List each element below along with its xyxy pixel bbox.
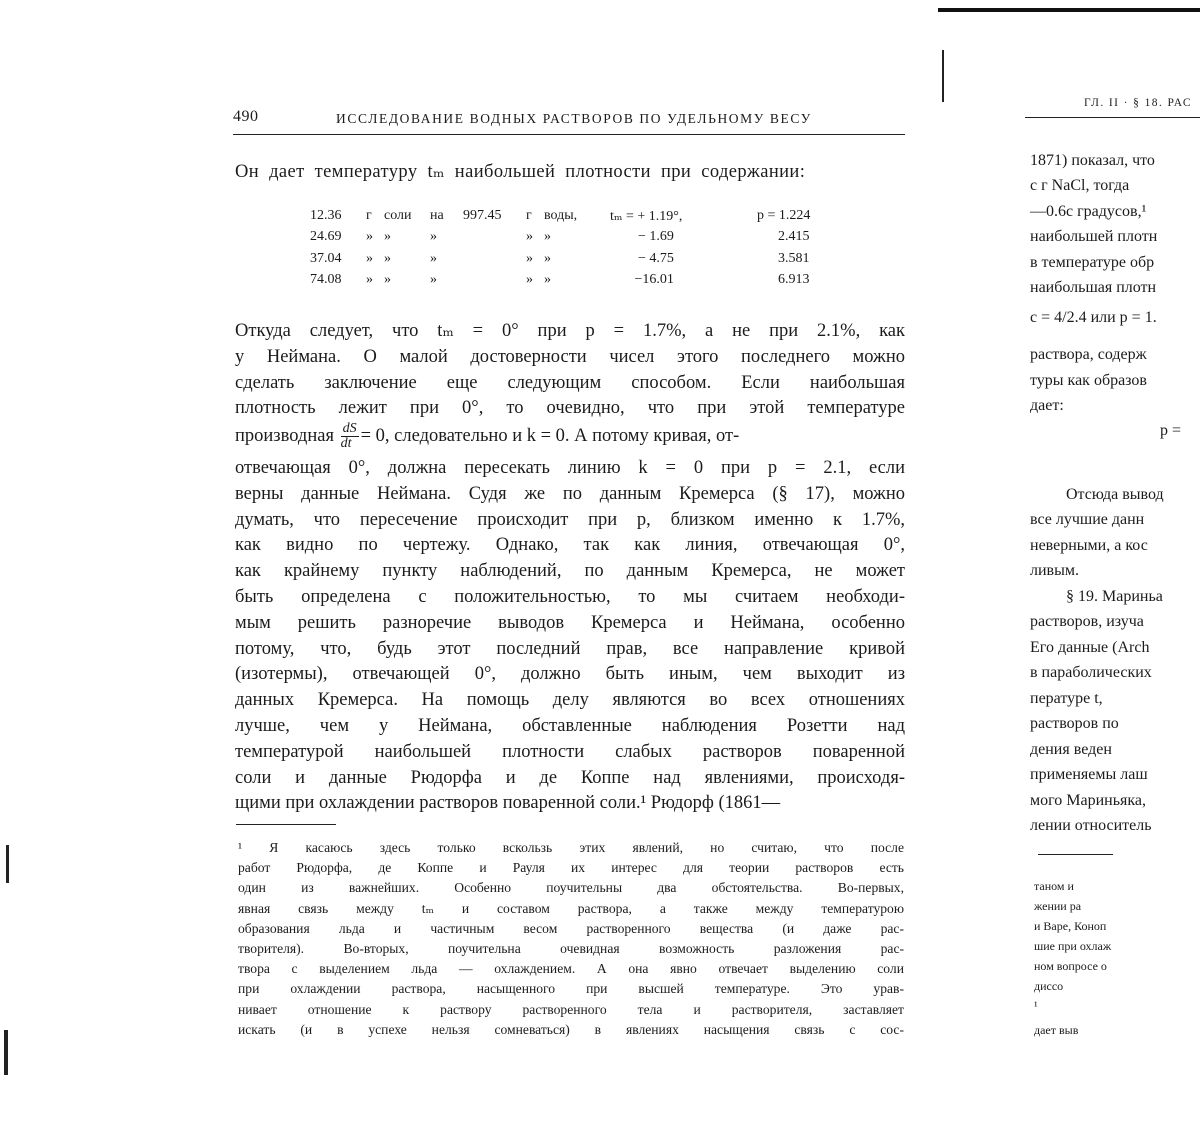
footnote-line: ¹ Я касаюсь здесь только вскользь этих явлений, но считаю, что после xyxy=(238,840,904,855)
table-row xyxy=(310,272,870,293)
gutter-line xyxy=(942,50,944,102)
right-text-line: мого Мариньяка, xyxy=(1030,792,1147,809)
lead-sentence: Он дает температуру tₘ наибольшей плотности при содержании: xyxy=(235,162,806,182)
footnote-line: твора с выделением льда — охлаждением. А она явно отвечает выделению соли xyxy=(238,961,904,977)
right-text-line: с г NaCl, тогда xyxy=(1030,177,1130,194)
table-cell: 12.36 xyxy=(310,208,342,223)
text-line: лучше, чем у Неймана, обставленные наблюдения Розетти над xyxy=(235,716,905,736)
right-footnote-rule xyxy=(1038,854,1113,855)
right-footnote-line: ном вопросе о xyxy=(1034,959,1107,973)
fraction-denominator: dt xyxy=(340,436,352,452)
page-number: 490 xyxy=(233,108,259,125)
table-row xyxy=(310,208,870,229)
table-cell: − 4.75 xyxy=(610,251,674,266)
right-text-line: p = xyxy=(1160,422,1182,439)
table-cell: p = 1.224 xyxy=(757,208,811,223)
text-line: сделать заключение еще следующим способом. Если наибольшая xyxy=(235,372,905,393)
right-header-rule xyxy=(1025,117,1200,118)
text-line: как видно по чертежу. Однако, так как линия, отвечающая 0°, xyxy=(235,535,905,556)
text-line: верны данные Неймана. Судя же по данным Кремерса (§ 17), можно xyxy=(235,483,905,504)
text-line: (изотермы), отвечающей 0°, должно быть иным, чем выходит из xyxy=(235,664,905,685)
right-text-line: неверными, а кос xyxy=(1030,537,1148,554)
page-edge-bar xyxy=(938,8,1200,12)
footnote-line: творителя). Во-вторых, поучительна очевидная возможность разложения рас- xyxy=(238,941,904,956)
right-text-line: § 19. Мариньа xyxy=(1066,588,1163,605)
table-cell: » xyxy=(430,272,437,287)
text-fragment: производная xyxy=(235,426,334,447)
right-text-line: в параболических xyxy=(1030,664,1152,681)
table-cell: » xyxy=(384,272,391,287)
right-text-line: c = 4/2.4 или p = 1. xyxy=(1030,309,1157,326)
footnote-line: явная связь между tₘ и составом раствора, а также между температурою xyxy=(238,900,904,916)
table-cell: воды, xyxy=(544,208,578,223)
right-footnote-line: дает выв xyxy=(1034,1023,1079,1037)
table-cell: 2.415 xyxy=(757,229,810,244)
right-text-line: ливым. xyxy=(1030,562,1079,579)
table-cell: » xyxy=(526,229,533,244)
footnote-line: работ Рюдорфа, де Коппе и Рауля их интерес для теории растворов есть xyxy=(238,860,904,876)
running-head: ИССЛЕДОВАНИЕ ВОДНЫХ РАСТВОРОВ ПО УДЕЛЬНОМУ ВЕСУ xyxy=(336,111,812,126)
table-cell: 74.08 xyxy=(310,272,342,287)
table-cell: 997.45 xyxy=(463,208,502,223)
text-line: соли и данные Рюдорфа и де Коппе над явлениями, происходя- xyxy=(235,767,905,788)
text-line: потому, что, будь этот последний прав, все направление кривой xyxy=(235,638,905,659)
right-text-line: растворов, изуча xyxy=(1030,613,1144,630)
right-running-head: ГЛ. II · § 18. РАС xyxy=(1084,97,1192,109)
footnote-line: образования льда и частичным весом растворенного вещества (и даже рас- xyxy=(238,920,904,936)
table-cell: » xyxy=(544,251,551,266)
right-text-line: все лучшие данн xyxy=(1030,511,1145,528)
table-cell: » xyxy=(366,272,373,287)
text-line: данных Кремерса. На помощь делу являются во всех отношениях xyxy=(235,690,905,711)
table-cell: 37.04 xyxy=(310,251,342,266)
derivative-fraction xyxy=(341,422,359,451)
text-line: отвечающая 0°, должна пересекать линию k = 0 при p = 2.1, если xyxy=(235,458,905,478)
text-line xyxy=(235,419,905,453)
right-text-line: наибольшей плотн xyxy=(1030,228,1158,245)
table-cell: » xyxy=(544,229,551,244)
footnote-line: при охлаждении раствора, насыщенного при высшей температуре. Это урав- xyxy=(238,981,904,997)
right-footnote-line: диссо xyxy=(1034,979,1064,993)
table-cell: −16.01 xyxy=(610,272,674,287)
right-page xyxy=(930,0,1200,1143)
table-row xyxy=(310,251,870,272)
right-text-line: раствора, содерж xyxy=(1030,346,1147,363)
right-text-line: растворов по xyxy=(1030,715,1119,732)
table-cell: − 1.69 xyxy=(610,229,674,244)
footnote-line: нивает отношение к раствору растворенного тела и растворителя, заставляет xyxy=(238,1001,904,1017)
text-fragment: = 0, следовательно и k = 0. А потому кривая, от- xyxy=(360,426,740,447)
text-line: как крайнему пункту наблюдений, по данным Кремерса, не может xyxy=(235,561,905,582)
scan-edge-mark xyxy=(4,1030,8,1075)
footnote-line: один из важнейших. Особенно поучительны два обстоятельства. Во-первых, xyxy=(238,880,904,896)
footnote-rule xyxy=(236,824,336,825)
table-cell: » xyxy=(366,229,373,244)
text-line: щими при охлаждении растворов поваренной соли.¹ Рюдорф (1861— xyxy=(235,793,781,814)
footnote-line: искать (и в успехе нельзя сомневаться) в явлениях насыщения связь с сос- xyxy=(238,1021,904,1037)
table-cell: г xyxy=(366,208,372,223)
table-cell: » xyxy=(430,229,437,244)
table-cell: tₘ = + 1.19°, xyxy=(610,209,683,224)
table-cell: » xyxy=(526,251,533,266)
table-cell: соли xyxy=(384,208,412,223)
table-cell: » xyxy=(526,272,533,287)
text-line: плотность лежит при 0°, то очевидно, что при этой температуре xyxy=(235,398,905,419)
right-text-line: применяемы лаш xyxy=(1030,766,1148,783)
table-cell: » xyxy=(544,272,551,287)
right-text-line: дает: xyxy=(1030,397,1064,414)
table-cell: » xyxy=(384,229,391,244)
right-text-line: —0.6c градусов,¹ xyxy=(1030,203,1147,220)
right-text-line: туры как образов xyxy=(1030,372,1147,389)
right-footnote-line: таном и xyxy=(1034,879,1074,893)
right-footnote-line: жении ра xyxy=(1034,899,1082,913)
text-line: быть определена с положительностью, то мы считаем необходи- xyxy=(235,587,905,607)
table-cell: » xyxy=(430,251,437,266)
right-text-line: наибольшая плотн xyxy=(1030,279,1157,296)
table-cell: на xyxy=(430,208,444,223)
text-line: думать, что пересечение происходит при p, близком именно к 1.7%, xyxy=(235,509,905,530)
text-line: мым решить разноречие выводов Кремерса и Неймана, особенно xyxy=(235,612,905,633)
text-line: у Неймана. О малой достоверности чисел этого последнего можно xyxy=(235,346,905,367)
right-text-line: в температуре обр xyxy=(1030,254,1155,271)
table-cell: » xyxy=(366,251,373,266)
text-line: Откуда следует, что tₘ = 0° при p = 1.7%, а не при 2.1%, как xyxy=(235,321,905,341)
right-text-line: 1871) показал, что xyxy=(1030,152,1155,169)
text-line: температурой наибольшей плотности слабых растворов поваренной xyxy=(235,741,905,762)
table-cell: » xyxy=(384,251,391,266)
right-footnote-line: шие при охлаж xyxy=(1034,939,1112,953)
right-text-line: Отсюда вывод xyxy=(1066,486,1164,503)
table-cell: г xyxy=(526,208,532,223)
table-cell: 6.913 xyxy=(757,272,810,287)
table-cell: 3.581 xyxy=(757,251,810,266)
right-text-line: пературе t, xyxy=(1030,690,1103,707)
right-text-line: дения веден xyxy=(1030,741,1112,758)
table-row xyxy=(310,229,870,250)
header-rule xyxy=(233,134,905,135)
scan-edge-mark xyxy=(6,845,9,883)
fraction-numerator: dS xyxy=(342,421,357,437)
table-cell: 24.69 xyxy=(310,229,342,244)
right-footnote-line: ¹ xyxy=(1034,999,1038,1013)
right-footnote-line: и Варе, Коноп xyxy=(1034,919,1107,933)
right-text-line: Его данные (Arch xyxy=(1030,639,1150,656)
right-text-line: лении относитель xyxy=(1030,817,1152,834)
